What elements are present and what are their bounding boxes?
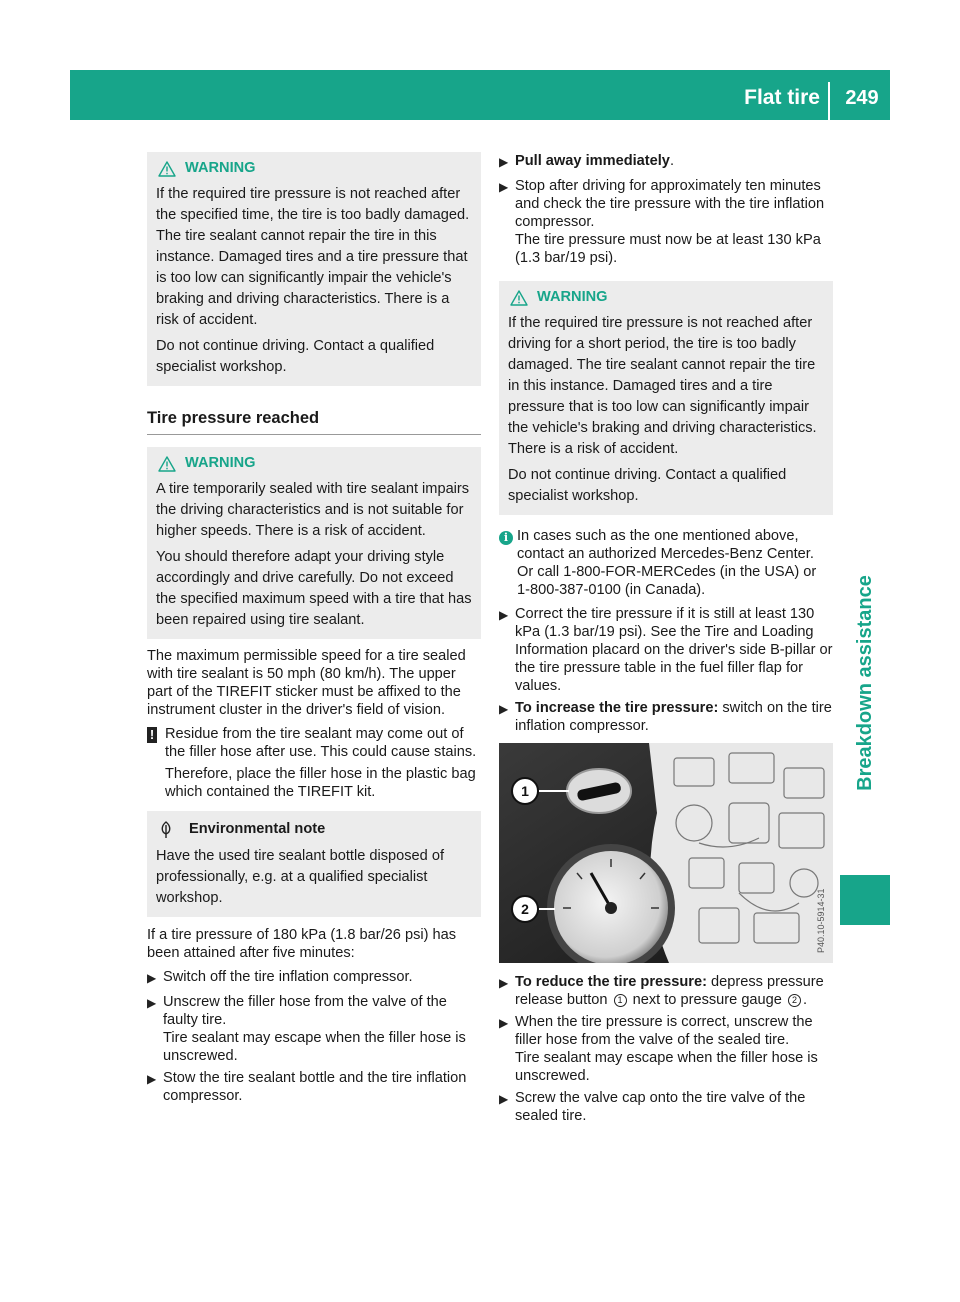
step-item [499,152,833,173]
warning-text: If the required tire pressure is not reached after the specified time, the tire is too badly damaged. The tire sealant cannot repair the tire in this instance. Damaged tires and a tire pressure that is too low can significantly impair the vehicle's braking and driving characteristics. There is a risk of accident. [156,186,470,328]
warning-heading [158,453,473,474]
arrow-icon: ▶ [499,1016,509,1030]
step-subtext: Tire sealant may escape when the filler hose is unscrewed. [163,1030,466,1064]
notice [147,725,481,801]
callout-label: 1 [521,783,529,799]
warning-triangle-icon [158,456,176,472]
warning-triangle-icon [510,290,528,306]
warning-text: Do not continue driving. Contact a qualified specialist workshop. [156,338,435,375]
arrow-icon: ▶ [147,971,157,985]
environmental-heading [159,819,473,840]
warning-label: WARNING [537,289,608,305]
step-text: Unscrew the filler hose from the valve of the faulty tire. [163,994,447,1028]
arrow-icon: ▶ [147,996,157,1010]
notice-text: Therefore, place the filler hose in the plastic bag which contained the TIREFIT kit. [165,766,476,800]
info-icon: i [499,531,513,545]
step-item [499,1089,833,1125]
body-paragraph: The maximum permissible speed for a tire sealed with tire sealant is 50 mph (80 km/h). The upper part of the TIREFIT sticker must be affixed to the instrument cluster in the driver's field of vision. [147,648,466,718]
arrow-icon: ▶ [499,155,509,169]
exclamation-icon: ! [147,727,157,743]
step-item [147,993,481,1065]
step-text: . [669,153,674,169]
compressor-illustration [499,743,833,963]
right-column [499,152,833,1129]
side-tab [840,535,890,830]
arrow-icon: ▶ [499,180,509,194]
header-divider [828,82,830,120]
side-tab-marker [840,875,890,925]
step-item [499,177,833,267]
compressor-figure [499,743,833,963]
info-text: In cases such as the one mentioned above, contact an authorized Mercedes-Benz Center. Or call 1-800-FOR-MERCedes (in the USA) or 1-800-387-0100 (in Canada). [517,528,817,598]
step-text: When the tire pressure is correct, unscrew the filler hose from the valve of the sealed tire. [515,1014,813,1048]
warning-text: If the required tire pressure is not reached after driving for a short period, the tire is too badly damaged. The tire sealant cannot repair the tire in this instance. Damaged tires and a tire pressure that is too low can significantly impair the vehicle's braking and driving characteristics. There is a risk of accident. [508,315,817,457]
step-bold: Pull away immediately [515,153,670,169]
step-text: switch on the tire inflation compressor. [515,700,832,734]
warning-box [147,447,481,639]
figure-code: P40.10-5914-31 [816,888,826,953]
step-text: . [802,992,808,1008]
warning-triangle-icon [158,161,176,177]
step-item [147,968,481,989]
side-tab-label: Breakdown assistance [854,575,876,791]
warning-text: You should therefore adapt your driving style accordingly and drive carefully. Do not exceed the specified maximum speed with a tire that has been repaired using tire sealant. [156,549,472,628]
warning-heading [510,287,825,308]
notice-text: Residue from the tire sealant may come out of the filler hose after use. This could cause stains. [165,726,477,760]
left-column [147,152,481,1109]
callout-number: 1 [614,994,627,1007]
step-list [147,968,481,1105]
step-item [499,699,833,735]
environmental-label: Environmental note [189,821,326,837]
step-item [499,1013,833,1085]
step-text: Screw the valve cap onto the tire valve of the sealed tire. [515,1090,806,1124]
leaf-icon [159,821,173,839]
warning-text: Do not continue driving. Contact a qualified specialist workshop. [508,467,787,504]
warning-label: WARNING [185,455,256,471]
arrow-icon: ▶ [499,976,509,990]
body-paragraph: If a tire pressure of 180 kPa (1.8 bar/26 psi) has been attained after five minutes: [147,927,457,961]
step-bold: To increase the tire pressure: [515,700,719,716]
step-text: Stop after driving for approximately ten minutes and check the tire pressure with the tire inflation compressor. [515,178,825,230]
callout-label: 2 [521,901,529,917]
arrow-icon: ▶ [499,608,509,622]
step-subtext: The tire pressure must now be at least 130 kPa (1.3 bar/19 psi). [515,232,821,266]
warning-text: A tire temporarily sealed with tire sealant impairs the driving characteristics and is not suitable for higher speeds. There is a risk of accident. [156,481,470,539]
step-item [499,973,833,1009]
warning-heading [158,158,473,179]
page-number: 249 [845,87,879,109]
info-note [499,527,833,599]
step-bold: To reduce the tire pressure: [515,974,707,990]
arrow-icon: ▶ [499,702,509,716]
section-title: Tire pressure reached [147,408,481,435]
environmental-note-box [147,811,481,917]
step-subtext: Tire sealant may escape when the filler hose is unscrewed. [515,1050,818,1084]
step-item [147,1069,481,1105]
callout-number: 2 [788,994,801,1007]
step-text: depress pressure release button [515,974,824,1008]
step-item [499,605,833,695]
step-text: next to pressure gauge [628,992,786,1008]
step-text: Switch off the tire inflation compressor. [163,969,413,985]
environmental-text: Have the used tire sealant bottle disposed of professionally, e.g. at a qualified specialist workshop. [156,848,445,906]
warning-box [147,152,481,386]
step-text: Correct the tire pressure if it is still at least 130 kPa (1.3 bar/19 psi). See the Tire and Loading Information placard on the driver's side B-pillar or the tire pressure table in the fuel filler flap for values. [515,606,833,694]
header-bar [70,70,890,120]
step-text: Stow the tire sealant bottle and the tire inflation compressor. [163,1070,467,1104]
warning-box [499,281,833,515]
chapter-title: Flat tire [744,86,820,109]
arrow-icon: ▶ [499,1092,509,1106]
arrow-icon: ▶ [147,1072,157,1086]
warning-label: WARNING [185,160,256,176]
